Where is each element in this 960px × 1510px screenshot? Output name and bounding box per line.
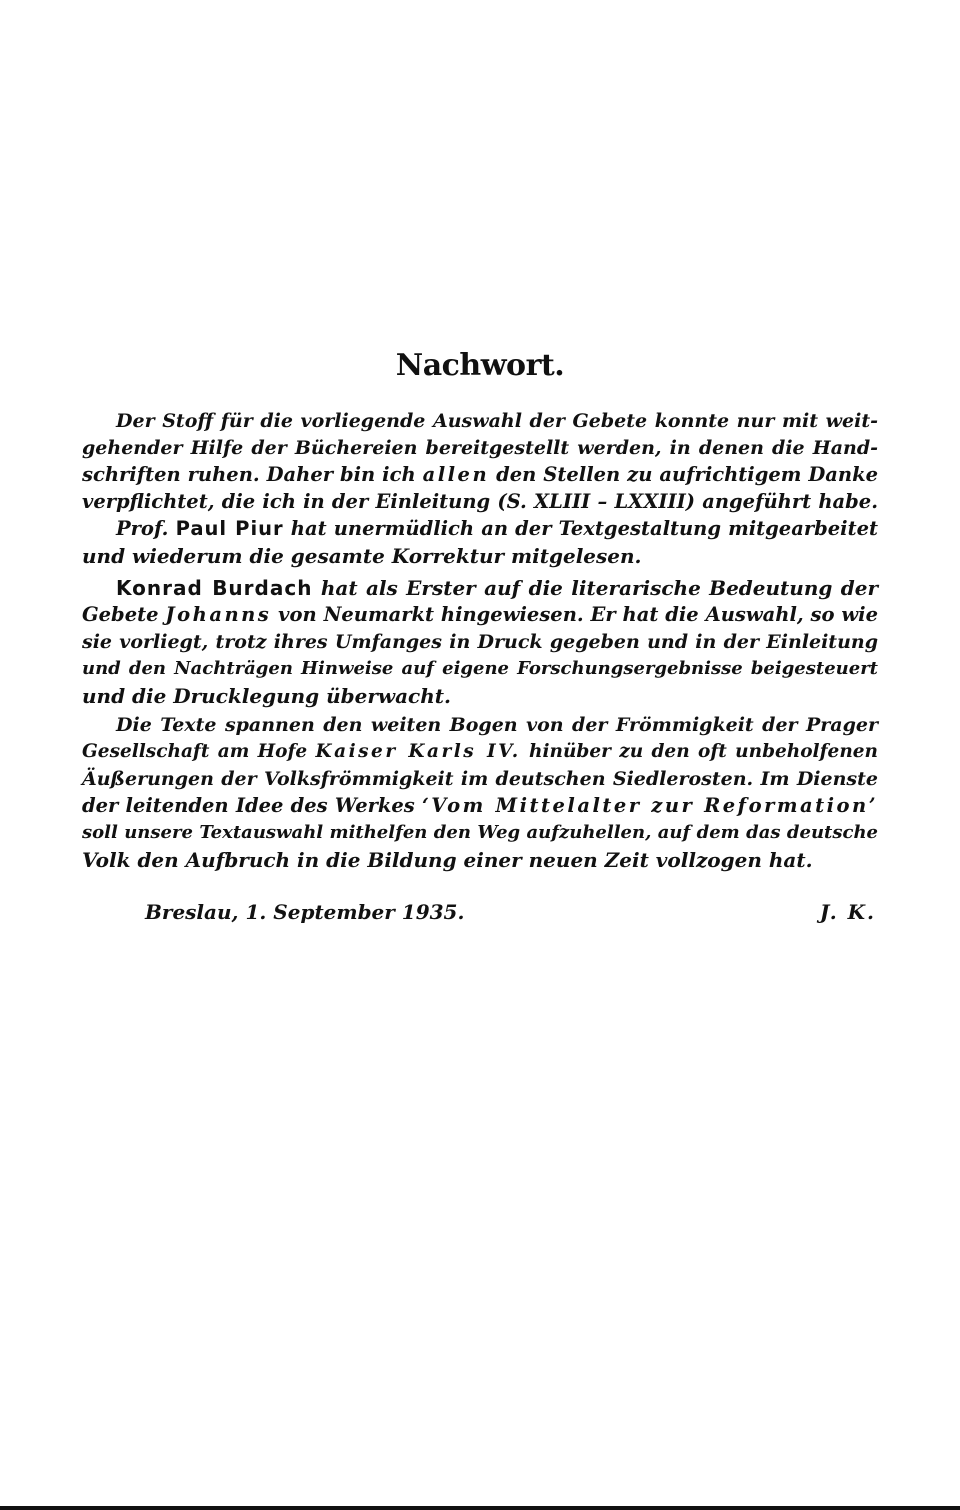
text-line: verpflichtet, die ich in der Einleitung (S. XLIII – LXXIII) angeführt habe. <box>82 490 878 513</box>
text-line: schriften ruhen. Daher bin ich allen den Stellen zu aufrichtigem Danke <box>82 463 878 486</box>
text-line: Konrad Burdach hat als Erster auf die literarische Bedeutung der <box>116 576 879 600</box>
text-line: und den Nachträgen Hinweise auf eigene Forschungsergebnisse beigesteuert <box>82 658 878 679</box>
text-line: Die Texte spannen den weiten Bogen von der Frömmigkeit der Prager <box>116 714 878 736</box>
text-line: gehender Hilfe der Büchereien bereitgestellt werden, in denen die Hand- <box>82 437 878 459</box>
text-line: und die Drucklegung überwacht. <box>82 684 451 708</box>
text-line: Volk den Aufbruch in die Bildung einer neuen Zeit vollzogen hat. <box>82 848 813 872</box>
person-name: Paul Piur <box>175 517 284 540</box>
text-line: und wiederum die gesamte Korrektur mitgelesen. <box>82 544 642 568</box>
text-line: Äußerungen der Volksfrömmigkeit im deutschen Siedlerosten. Im Dienste <box>82 768 878 790</box>
text-line: Der Stoff für die vorliegende Auswahl der Gebete konnte nur mit weit- <box>116 410 878 432</box>
page-title: Nachwort. <box>395 348 565 383</box>
text-line: Gebete Johanns von Neumarkt hingewiesen. Er hat die Auswahl, so wie <box>82 603 878 626</box>
page-bottom-edge <box>0 1506 960 1510</box>
author-initials: J. K. <box>819 900 876 924</box>
place-date: Breslau, 1. September 1935. <box>145 900 465 924</box>
text-line: der leitenden Idee des Werkes ‘Vom Mittelalter zur Reformation’ <box>82 794 879 817</box>
text-line: soll unsere Textauswahl mithelfen den Weg aufzuhellen, auf dem das deutsche <box>82 822 878 843</box>
person-name: Konrad Burdach <box>116 576 313 600</box>
text-line: sie vorliegt, trotz ihres Umfanges in Druck gegeben und in der Einleitung <box>82 631 878 653</box>
text-line: Gesellschaft am Hofe Kaiser Karls IV. hinüber zu den oft unbeholfenen <box>82 741 878 762</box>
text-line: Prof. Paul Piur hat unermüdlich an der Textgestaltung mitgearbeitet <box>116 517 878 540</box>
